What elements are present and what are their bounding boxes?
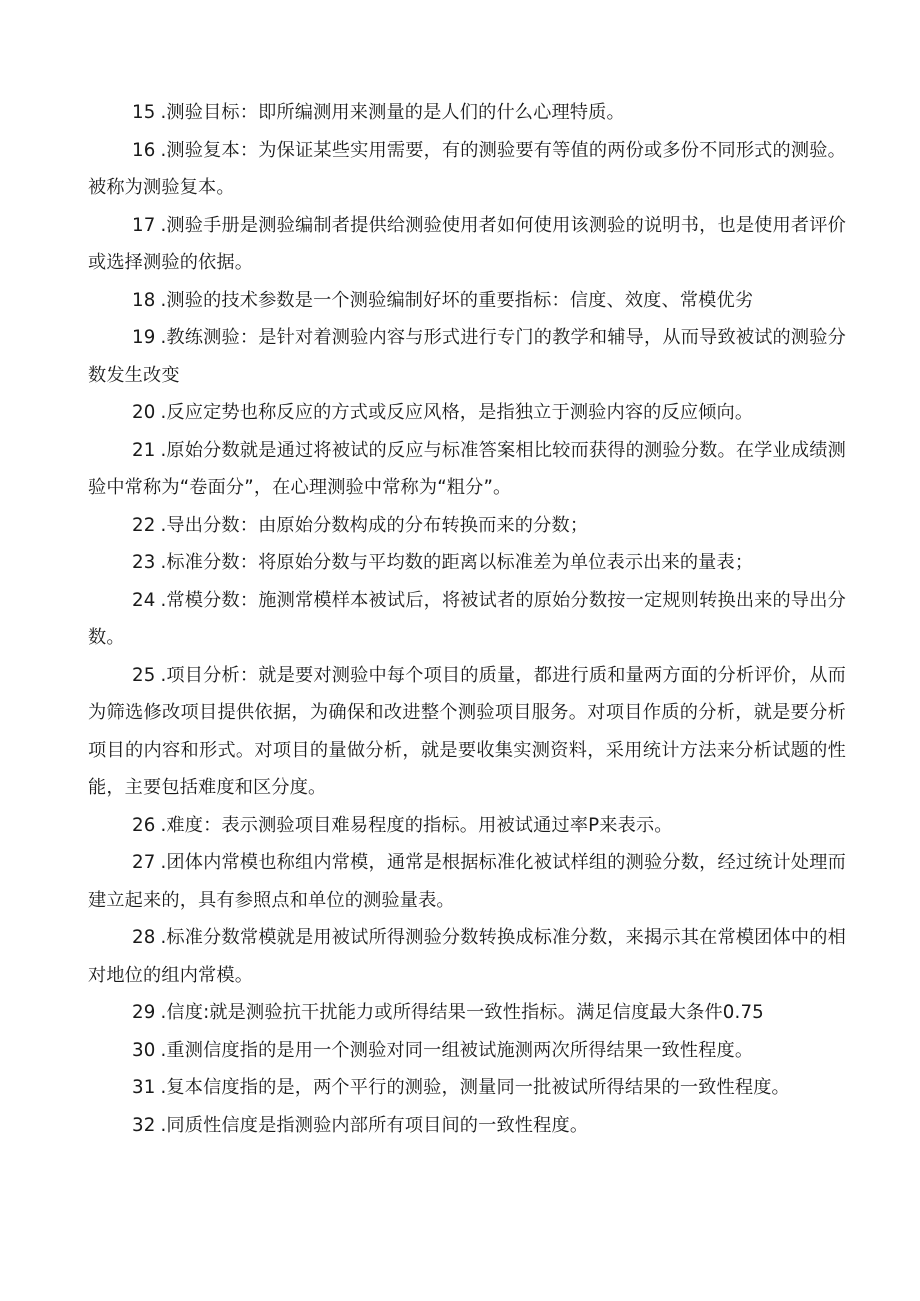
entry-separator: . [160,1039,167,1061]
entry-text: 同质性信度是指测验内部所有项目间的一致性程度。 [166,1114,589,1136]
entry-30 [88,1032,846,1070]
entry-text: 导出分数：由原始分数构成的分布转换而来的分数； [166,514,589,536]
entry-number: 32 [132,1114,156,1136]
entry-text: 团体内常模也称组内常模，通常是根据标准化被试样组的测验分数，经过统计处理而建立起来的，具有参照点和单位的测验量表。 [88,852,846,911]
entry-separator: . [160,439,167,461]
entry-separator: . [160,589,167,611]
entry-number: 30 [132,1039,156,1061]
entry-separator: . [160,1077,167,1098]
entry-text: 测验手册是测验编制者提供给测验使用者如何使用该测验的说明书，也是使用者评价或选择测验的依据。 [88,214,846,273]
entry-32 [88,1107,846,1145]
entry-28 [88,919,846,994]
entry-text: 标准分数常模就是用被试所得测验分数转换成标准分数，来揭示其在常模团体中的相对地位的组内常模。 [88,927,846,986]
entry-separator: . [160,814,167,836]
entry-text: 教练测验：是针对着测验内容与形式进行专门的教学和辅导，从而导致被试的测验分数发生改变 [88,327,846,386]
entry-separator: . [160,852,167,873]
entry-20 [88,394,846,432]
entry-separator: . [160,102,167,123]
entry-separator: . [160,927,167,948]
entry-23 [88,544,846,582]
entry-number: 23 [132,552,156,573]
entry-number: 18 [132,289,156,311]
entry-text: 复本信度指的是，两个平行的测验，测量同一批被试所得结果的一致性程度。 [166,1077,790,1098]
entry-22 [88,507,846,545]
entry-number: 20 [132,402,156,423]
entry-number: 28 [132,927,156,948]
entry-number: 26 [132,814,156,836]
entry-separator: . [160,214,167,236]
entry-27 [88,844,846,919]
entry-text: 信度:就是测验抗干扰能力或所得结果一致性指标。满足信度最大条件0.75 [166,1002,764,1023]
entry-16 [88,132,846,207]
entry-separator: . [160,139,167,161]
entry-number: 15 [132,102,156,123]
entry-text: 项目分析：就是要对测验中每个项目的质量，都进行质和量两方面的分析评价，从而为筛选修改项目提供依据，为确保和改进整个测验项目服务。对项目作质的分析，就是要分析项目的内容和形式。对项目的量做分析，就是要收集实测资料，采用统计方法来分析试题的性能，主要包括难度和区分度。 [88,664,846,798]
entry-18 [88,282,846,320]
entry-15 [88,94,846,132]
entry-number: 27 [132,852,156,873]
entry-number: 25 [132,664,156,686]
entry-text: 反应定势也称反应的方式或反应风格，是指独立于测验内容的反应倾向。 [166,402,754,423]
entry-number: 16 [132,139,156,161]
entry-separator: . [160,514,167,536]
entry-text: 测验复本：为保证某些实用需要，有的测验要有等值的两份或多份不同形式的测验。被称为测验复本。 [88,139,846,198]
entry-text: 常模分数：施测常模样本被试后，将被试者的原始分数按一定规则转换出来的导出分数。 [88,589,846,648]
entry-number: 29 [132,1002,156,1023]
entry-separator: . [160,289,167,311]
entry-number: 22 [132,514,156,536]
entry-separator: . [160,664,167,686]
entry-text: 测验的技术参数是一个测验编制好坏的重要指标：信度、效度、常模优劣 [166,289,754,311]
entry-text: 重测信度指的是用一个测验对同一组被试施测两次所得结果一致性程度。 [166,1039,754,1061]
entry-number: 24 [132,589,156,611]
entry-text: 标准分数：将原始分数与平均数的距离以标准差为单位表示出来的量表； [166,552,754,573]
entry-24 [88,582,846,657]
entry-number: 31 [132,1077,156,1098]
entry-19 [88,319,846,394]
entry-31 [88,1069,846,1107]
entry-number: 21 [132,439,156,461]
entry-21 [88,432,846,507]
entry-number: 17 [132,214,156,236]
entry-separator: . [160,1002,167,1023]
entry-29 [88,994,846,1032]
entry-26 [88,807,846,845]
entry-separator: . [160,402,167,423]
entry-separator: . [160,1114,167,1136]
entry-separator: . [160,552,167,573]
entry-number: 19 [132,327,156,348]
entry-text: 测验目标：即所编测用来测量的是人们的什么心理特质。 [166,102,625,123]
entry-text: 原始分数就是通过将被试的反应与标准答案相比较而获得的测验分数。在学业成绩测验中常称为“卷面分”，在心理测验中常称为“粗分”。 [88,439,846,498]
entry-text: 难度：表示测验项目难易程度的指标。用被试通过率P来表示。 [166,814,673,836]
entry-25 [88,657,846,807]
entry-separator: . [160,327,167,348]
entry-17 [88,207,846,282]
